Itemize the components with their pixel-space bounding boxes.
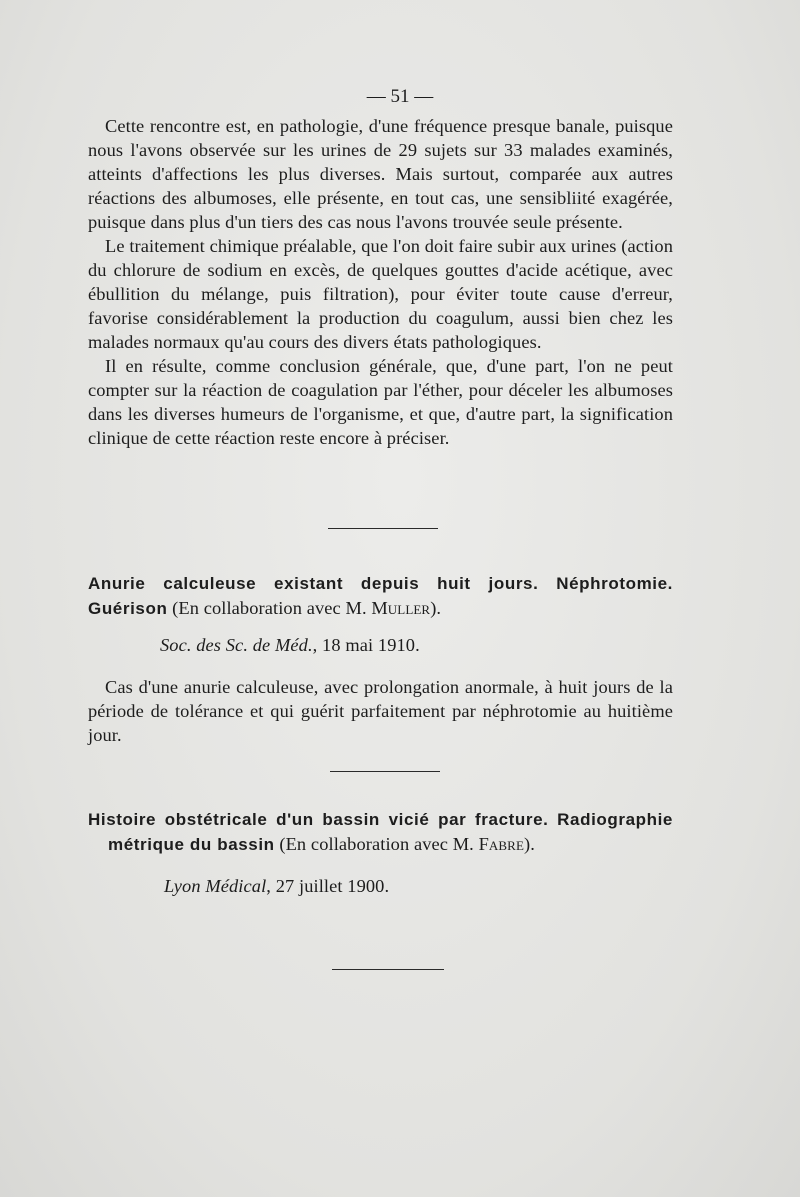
entry-anurie bbox=[88, 571, 673, 747]
entry-title: Histoire obstétricale d'un bassin vicié par fracture. Radiographie métrique du bassin bbox=[88, 810, 673, 854]
collaborator-name: Muller bbox=[371, 598, 431, 618]
collaboration-suffix: ). bbox=[524, 834, 535, 854]
section-divider bbox=[330, 771, 440, 772]
page-number: — 51 — bbox=[366, 86, 434, 107]
paragraph: Il en résulte, comme conclusion générale, que, d'une part, l'on ne peut compter sur la réaction de coagulation par l'éther, pour déceler les albumoses dans les diverses humeurs de l'organisme, et que, d'autre part, la signification clinique de cette réaction reste encore à préciser. bbox=[88, 356, 673, 448]
entry-heading bbox=[88, 807, 673, 857]
paragraph: Le traitement chimique préalable, que l'on doit faire subir aux urines (action du chlorure de sodium en excès, de quelques gouttes d'acide acétique, avec ébullition du mélange, puis filtration), pour éviter toute cause d'erreur, favorise considérablement la production du coagulum, aussi bien chez les malades normaux qu'au cours des divers états pathologiques. bbox=[88, 236, 673, 352]
collaboration-suffix: ). bbox=[430, 598, 442, 618]
citation bbox=[88, 633, 673, 657]
citation-source: Soc. des Sc. de Méd. bbox=[160, 635, 313, 655]
collaboration-prefix: (En collaboration avec M. bbox=[279, 834, 479, 854]
entry-histoire bbox=[88, 807, 673, 898]
citation bbox=[88, 874, 673, 898]
entry-abstract: Cas d'une anurie calculeuse, avec prolongation anormale, à huit jours de la période de tolérance et qui guérit parfaitement par néphrotomie au huitième jour. bbox=[88, 677, 673, 745]
collaboration-prefix: (En collaboration avec M. bbox=[172, 598, 372, 618]
paragraph: Cette rencontre est, en pathologie, d'une fréquence presque banale, puisque nous l'avons observée sur les urines de 29 sujets sur 33 malades examinés, atteints d'affections les plus diverses. Mais surtout, comparée aux autres réactions des albumoses, elle présente, en tout cas, une sensibliité exagérée, puisque dans plus d'un tiers des cas nous l'avons trouvée seule présente. bbox=[88, 116, 673, 232]
citation-date: , 18 mai 1910. bbox=[312, 635, 420, 655]
entry-title: Anurie calculeuse existant depuis huit jours. Néphrotomie. Guérison bbox=[88, 574, 673, 618]
section-divider bbox=[332, 969, 444, 970]
section-divider bbox=[328, 528, 438, 529]
section-continued-text bbox=[88, 114, 673, 450]
collaborator-name: Fabre bbox=[478, 834, 524, 854]
citation-date: , 27 juillet 1900. bbox=[266, 876, 390, 896]
entry-heading bbox=[88, 571, 673, 621]
citation-source: Lyon Médical bbox=[164, 876, 267, 896]
